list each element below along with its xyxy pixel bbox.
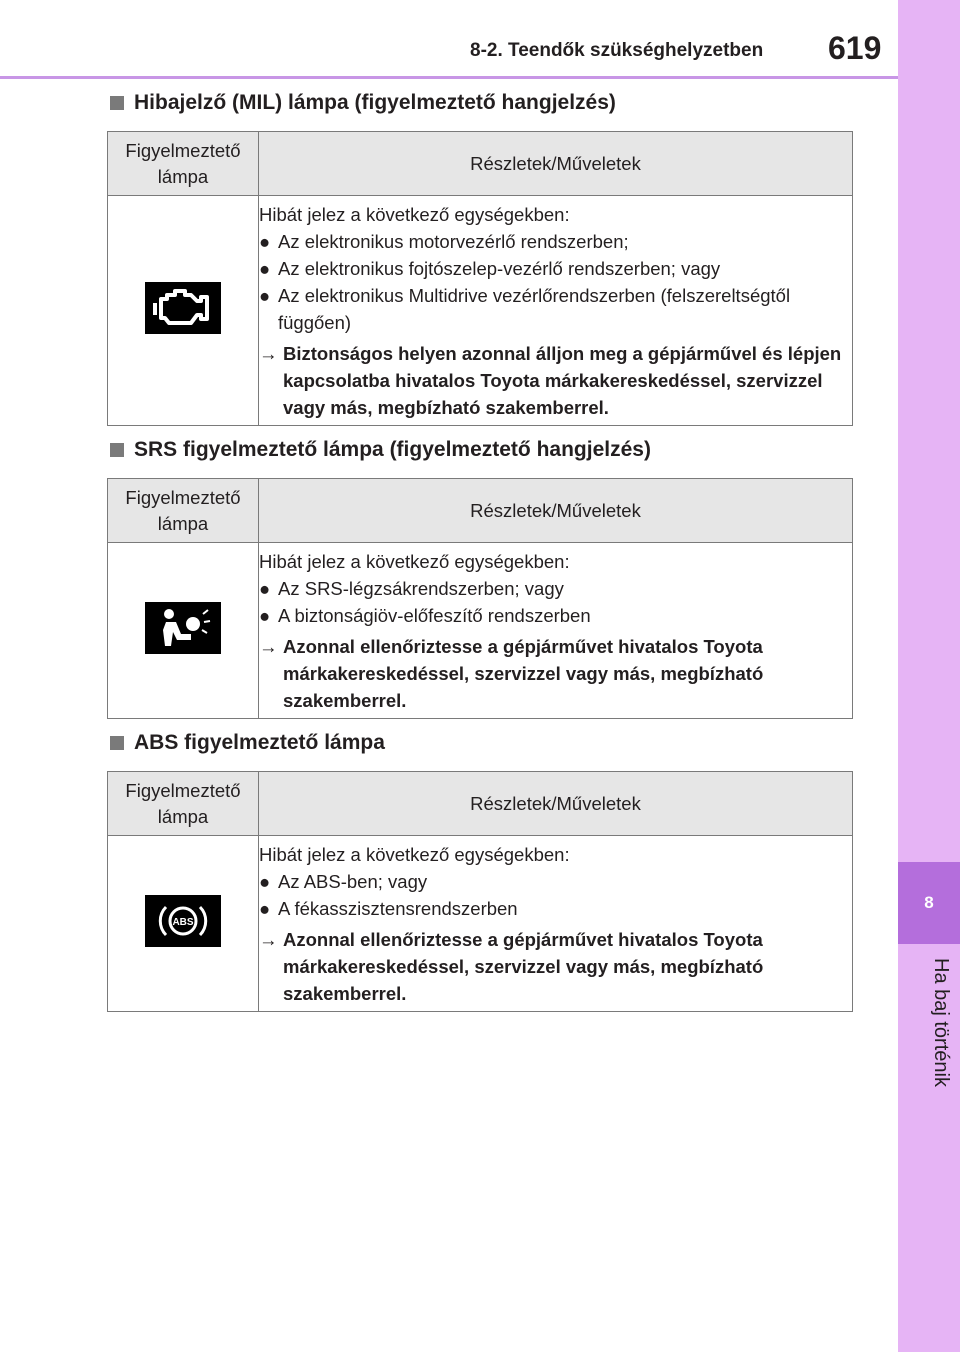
table-header-row	[108, 479, 853, 543]
table-row	[108, 836, 853, 1012]
column-header-lamp	[108, 132, 259, 196]
list-item-continuation: függően)	[278, 311, 352, 333]
column-header-lamp	[108, 772, 259, 836]
arrow-icon: →	[259, 928, 278, 950]
column-header-lamp-line1: Figyelmeztető	[125, 486, 241, 508]
table-header-row	[108, 132, 853, 196]
list-item	[259, 282, 852, 309]
column-header-lamp	[108, 479, 259, 543]
square-bullet-icon	[110, 96, 124, 110]
list-item	[259, 868, 852, 895]
intro-text: Hibát jelez a következő egységekben:	[259, 843, 570, 865]
action-text: Azonnal ellenőriztesse a gépjárművet hivatalos Toyota márkakereskedéssel, szervizzel vagy más, megbízható szakemberrel.	[283, 928, 764, 1004]
action-instruction	[259, 926, 852, 1007]
arrow-icon: →	[259, 342, 278, 364]
table-header-row	[108, 772, 853, 836]
bullet-icon: ●	[259, 230, 271, 252]
list-item	[259, 602, 852, 629]
abs-icon	[145, 895, 221, 947]
bullet-icon: ●	[259, 870, 271, 892]
list-item-text: Az ABS-ben; vagy	[278, 870, 428, 892]
section-heading-mil	[110, 91, 616, 115]
airbag-icon	[145, 602, 221, 654]
action-text: Biztonságos helyen azonnal álljon meg a gépjárművel és lépjen kapcsolatba hivatalos Toyota márkakereskedéssel, szervizzel vagy más, megbízható szakemberrel.	[283, 342, 842, 418]
arrow-icon: →	[259, 635, 278, 657]
section-heading-abs	[110, 731, 385, 755]
intro-text: Hibát jelez a következő egységekben:	[259, 550, 570, 572]
column-header-lamp-line2: lámpa	[157, 805, 209, 827]
svg-text:ABS: ABS	[172, 917, 194, 928]
section-heading-text: Hibajelző (MIL) lámpa (figyelmeztető hangjelzés)	[134, 91, 616, 114]
warning-table-abs	[107, 771, 853, 1012]
header-divider	[0, 76, 898, 79]
bullet-icon: ●	[259, 284, 271, 306]
square-bullet-icon	[110, 736, 124, 750]
column-header-lamp-line1: Figyelmeztető	[125, 139, 241, 161]
list-item	[259, 228, 852, 255]
column-header-lamp-line2: lámpa	[157, 165, 209, 187]
section-heading-text: ABS figyelmeztető lámpa	[134, 731, 385, 754]
column-header-details: Részletek/Műveletek	[259, 132, 853, 196]
list-item	[259, 575, 852, 602]
column-header-lamp-line1: Figyelmeztető	[125, 779, 241, 801]
section-heading-srs	[110, 438, 651, 462]
chapter-number-tab: 8	[898, 862, 960, 944]
detail-cell	[259, 196, 853, 426]
chapter-side-tab	[898, 0, 960, 1352]
list-item	[259, 895, 852, 922]
section-title: 8-2. Teendők szükséghelyzetben	[470, 40, 764, 61]
chapter-label: Ha baj történik	[930, 958, 952, 1087]
table-row	[108, 196, 853, 426]
bullet-icon: ●	[259, 577, 271, 599]
column-header-lamp-line2: lámpa	[157, 512, 209, 534]
list-item-text: Az elektronikus motorvezérlő rendszerben;	[278, 230, 629, 252]
lamp-cell	[108, 543, 259, 719]
list-item-text: Az SRS-légzsákrendszerben; vagy	[278, 577, 564, 599]
bullet-icon: ●	[259, 604, 271, 626]
lamp-cell	[108, 836, 259, 1012]
intro-text: Hibát jelez a következő egységekben:	[259, 203, 570, 225]
list-item-text: Az elektronikus fojtószelep-vezérlő rendszerben; vagy	[278, 257, 721, 279]
lamp-cell	[108, 196, 259, 426]
table-row	[108, 543, 853, 719]
bullet-icon: ●	[259, 257, 271, 279]
list-item	[259, 255, 852, 282]
detail-cell	[259, 543, 853, 719]
list-item-text: A biztonságiöv-előfeszítő rendszerben	[278, 604, 591, 626]
list-item-text: A fékasszisztensrendszerben	[278, 897, 518, 919]
action-instruction	[259, 633, 852, 714]
detail-cell	[259, 836, 853, 1012]
action-instruction	[259, 340, 852, 421]
section-heading-text: SRS figyelmeztető lámpa (figyelmeztető hangjelzés)	[134, 438, 651, 461]
action-text: Azonnal ellenőriztesse a gépjárművet hivatalos Toyota márkakereskedéssel, szervizzel vagy más, megbízható szakemberrel.	[283, 635, 764, 711]
column-header-details: Részletek/Műveletek	[259, 772, 853, 836]
column-header-details: Részletek/Műveletek	[259, 479, 853, 543]
page-number: 619	[828, 30, 882, 66]
check-engine-icon	[145, 282, 221, 334]
warning-table-srs	[107, 478, 853, 719]
list-item-text: Az elektronikus Multidrive vezérlőrendszerben (felszereltségtől	[278, 284, 791, 306]
bullet-icon: ●	[259, 897, 271, 919]
square-bullet-icon	[110, 443, 124, 457]
warning-table-mil	[107, 131, 853, 426]
